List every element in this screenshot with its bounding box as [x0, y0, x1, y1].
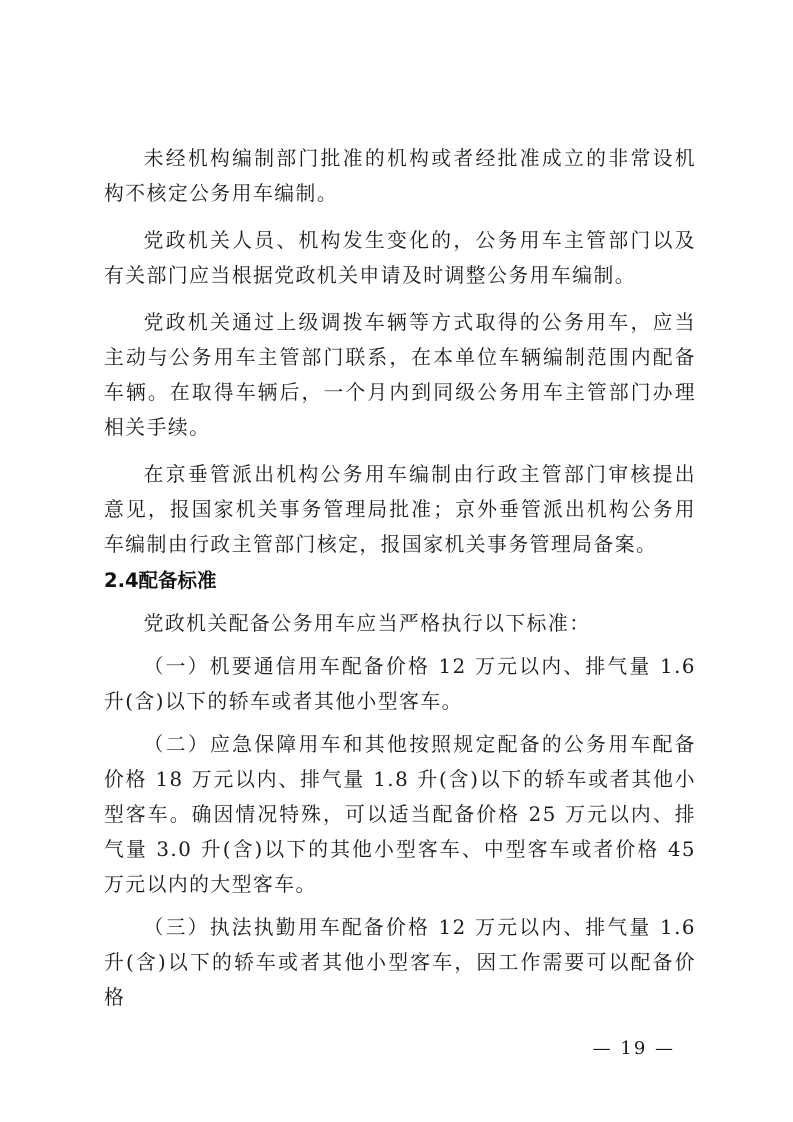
paragraph-standards-intro: 党政机关配备公务用车应当严格执行以下标准：: [143, 612, 591, 635]
paragraph-unapproved-institutions: 未经机构编制部门批准的机构或者经批准成立的非常设机构不核定公务用车编制。: [104, 147, 696, 205]
paragraph-dispatched-agencies: 在京垂管派出机构公务用车编制由行政主管部门审核提出意见，报国家机关事务管理局批准；京外垂管派出机构公务用车编制由行政主管部门核定，报国家机关事务管理局备案。: [104, 463, 696, 556]
paragraph-standard-one: （一）机要通信用车配备价格 12 万元以内、排气量 1.6 升(含)以下的轿车或者其他小型客车。: [104, 655, 696, 713]
paragraph-standard-three: （三）执法执勤用车配备价格 12 万元以内、排气量 1.6 升(含)以下的轿车或者其他小型客车，因工作需要可以配备价格: [104, 916, 696, 1009]
section-heading: 2.4配备标准: [104, 569, 217, 592]
paragraph-staff-changes: 党政机关人员、机构发生变化的，公务用车主管部门以及有关部门应当根据党政机关申请及时调整公务用车编制。: [104, 229, 696, 287]
page-number: — 19 —: [592, 1038, 675, 1059]
body-text-upper: [104, 141, 696, 562]
body-text-lower: [104, 606, 696, 1015]
paragraph-vehicle-transfer: 党政机关通过上级调拨车辆等方式取得的公务用车，应当主动与公务用车主管部门联系，在本单位车辆编制范围内配备车辆。在取得车辆后，一个月内到同级公务用车主管部门办理相关手续。: [104, 311, 696, 439]
paragraph-standard-two: （二）应急保障用车和其他按照规定配备的公务用车配备价格 18 万元以内、排气量 1.8 升(含)以下的轿车或者其他小型客车。确因情况特殊，可以适当配备价格 25 万元以内、排气量 3.0 升(含)以下的其他小型客车、中型客车或者价格 45 万元以内的大型客车。: [104, 733, 696, 896]
